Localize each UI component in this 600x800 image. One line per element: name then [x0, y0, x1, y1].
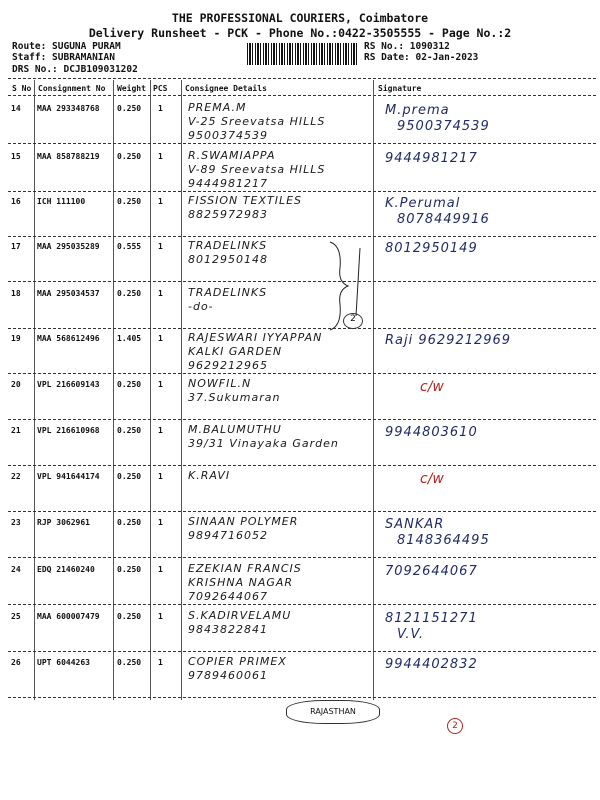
- consignee-detail-line: V-25 Sreevatsa HILLS: [188, 115, 326, 128]
- consignee-detail-line: NOWFIL.N: [188, 377, 252, 390]
- row-consignment-no: MAA 568612496: [37, 334, 100, 343]
- signature-text: c/w: [420, 379, 444, 395]
- row-divider: [8, 465, 596, 466]
- signature-text: K.Perumal: [385, 196, 461, 211]
- signature-text: SANKAR: [385, 517, 445, 532]
- row-pcs: 1: [158, 197, 163, 206]
- page-mark: 2: [447, 718, 463, 734]
- consignee-detail-line: V-89 Sreevatsa HILLS: [188, 163, 326, 176]
- signature-text: c/w: [420, 471, 444, 487]
- row-weight: 0.250: [117, 612, 142, 621]
- row-sno: 26: [11, 658, 21, 667]
- row-divider: [8, 191, 596, 192]
- row-consignment-no: EDQ 21460240: [37, 565, 95, 574]
- staff-label: Staff: SUBRAMANIAN: [12, 52, 115, 63]
- row-sno: 21: [11, 426, 21, 435]
- barcode: [247, 43, 359, 65]
- row-pcs: 1: [158, 334, 163, 343]
- row-pcs: 1: [158, 426, 163, 435]
- row-consignment-no: VPL 216610968: [37, 426, 100, 435]
- row-pcs: 1: [158, 658, 163, 667]
- sheet-title: Delivery Runsheet - PCK - Phone No.:0422-3505555 - Page No.:2: [88, 26, 512, 40]
- row-sno: 22: [11, 472, 21, 481]
- consignee-detail-line: KRISHNA NAGAR: [188, 576, 294, 589]
- row-divider: [8, 557, 596, 558]
- signature-text: 8078449916: [397, 212, 490, 227]
- signature-text: M.prema: [385, 103, 450, 118]
- consignee-detail-line: -do-: [188, 300, 214, 313]
- row-divider: [8, 373, 596, 374]
- consignee-detail-line: 9843822841: [188, 623, 268, 636]
- row-consignment-no: MAA 295035289: [37, 242, 100, 251]
- consignee-detail-line: RAJESWARI IYYAPPAN: [188, 331, 323, 344]
- consignee-detail-line: 9444981217: [188, 177, 268, 190]
- row-sno: 14: [11, 104, 21, 113]
- row-weight: 0.250: [117, 426, 142, 435]
- company-title: THE PROFESSIONAL COURIERS, Coimbatore: [171, 11, 429, 25]
- consignee-detail-line: M.BALUMUTHU: [188, 423, 282, 436]
- rs-date: RS Date: 02-Jan-2023: [364, 52, 479, 63]
- row-pcs: 1: [158, 380, 163, 389]
- col-rule: [181, 80, 182, 700]
- row-divider: [8, 604, 596, 605]
- consignee-detail-line: FISSION TEXTILES: [188, 194, 303, 207]
- row-sno: 23: [11, 518, 21, 527]
- signature-text: 9444981217: [385, 151, 478, 166]
- row-weight: 0.250: [117, 658, 142, 667]
- row-weight: 0.250: [117, 289, 142, 298]
- row-weight: 0.555: [117, 242, 142, 251]
- bracket-count-mark: 2: [343, 313, 363, 329]
- signature-text: 9500374539: [397, 119, 490, 134]
- consignee-detail-line: KALKI GARDEN: [188, 345, 283, 358]
- drs-number: DRS No.: DCJB109031202: [12, 64, 138, 75]
- consignee-detail-line: 9629212965: [188, 359, 268, 372]
- row-divider: [8, 328, 596, 329]
- row-consignment-no: MAA 858788219: [37, 152, 100, 161]
- signature-text: 7092644067: [385, 564, 478, 579]
- row-consignment-no: UPT 6044263: [37, 658, 90, 667]
- col-rule: [373, 80, 374, 700]
- header-divider-bottom: [8, 95, 596, 96]
- signature-text: 9944803610: [385, 425, 478, 440]
- consignee-detail-line: K.RAVI: [188, 469, 231, 482]
- consignee-detail-line: S.KADIRVELAMU: [188, 609, 292, 622]
- signature-text: 9944402832: [385, 657, 478, 672]
- consignee-detail-line: 9500374539: [188, 129, 268, 142]
- row-consignment-no: RJP 3062961: [37, 518, 90, 527]
- consignee-detail-line: 7092644067: [188, 590, 268, 603]
- row-sno: 15: [11, 152, 21, 161]
- stamp-mark: RAJASTHAN: [286, 700, 380, 724]
- row-pcs: 1: [158, 612, 163, 621]
- col-rule: [34, 80, 35, 700]
- col-sno: S No: [12, 84, 32, 93]
- consignee-detail-line: 37.Sukumaran: [188, 391, 281, 404]
- row-weight: 0.250: [117, 518, 142, 527]
- row-pcs: 1: [158, 289, 163, 298]
- row-pcs: 1: [158, 565, 163, 574]
- row-sno: 17: [11, 242, 21, 251]
- row-consignment-no: MAA 295034537: [37, 289, 100, 298]
- row-pcs: 1: [158, 152, 163, 161]
- row-divider: [8, 281, 596, 282]
- col-signature: Signature: [378, 84, 422, 93]
- row-pcs: 1: [158, 242, 163, 251]
- consignee-detail-line: 8825972983: [188, 208, 268, 221]
- consignee-detail-line: TRADELINKS: [188, 239, 268, 252]
- row-pcs: 1: [158, 104, 163, 113]
- consignee-detail-line: 39/31 Vinayaka Garden: [188, 437, 339, 450]
- row-divider: [8, 651, 596, 652]
- row-weight: 1.405: [117, 334, 142, 343]
- consignee-detail-line: COPIER PRIMEX: [188, 655, 287, 668]
- row-pcs: 1: [158, 472, 163, 481]
- col-consignee: Consignee Details: [185, 84, 267, 93]
- consignee-detail-line: 9894716052: [188, 529, 268, 542]
- signature-text: Raji 9629212969: [385, 333, 512, 348]
- consignee-detail-line: 8012950148: [188, 253, 268, 266]
- header-divider-top: [8, 78, 596, 79]
- col-weight: Weight: [117, 84, 146, 93]
- row-sno: 20: [11, 380, 21, 389]
- consignee-detail-line: PREMA.M: [188, 101, 247, 114]
- row-weight: 0.250: [117, 565, 142, 574]
- col-rule: [113, 80, 114, 700]
- signature-text: V.V.: [397, 627, 425, 642]
- row-divider: [8, 419, 596, 420]
- consignee-detail-line: SINAAN POLYMER: [188, 515, 299, 528]
- row-sno: 25: [11, 612, 21, 621]
- row-consignment-no: ICH 111100: [37, 197, 86, 206]
- row-sno: 18: [11, 289, 21, 298]
- row-sno: 19: [11, 334, 21, 343]
- signature-text: 8012950149: [385, 241, 478, 256]
- row-divider: [8, 697, 596, 698]
- row-divider: [8, 236, 596, 237]
- row-weight: 0.250: [117, 472, 142, 481]
- row-divider: [8, 511, 596, 512]
- row-sno: 24: [11, 565, 21, 574]
- consignee-detail-line: TRADELINKS: [188, 286, 268, 299]
- consignee-detail-line: EZEKIAN FRANCIS: [188, 562, 302, 575]
- signature-text: 8148364495: [397, 533, 490, 548]
- consignee-detail-line: R.SWAMIAPPA: [188, 149, 276, 162]
- col-consignment: Consignment No: [38, 84, 106, 93]
- consignee-detail-line: 9789460061: [188, 669, 268, 682]
- route-label: Route: SUGUNA PURAM: [12, 41, 121, 52]
- rs-number: RS No.: 1090312: [364, 41, 450, 52]
- row-divider: [8, 143, 596, 144]
- signature-text: 8121151271: [385, 611, 478, 626]
- row-consignment-no: MAA 293348768: [37, 104, 100, 113]
- row-consignment-no: VPL 941644174: [37, 472, 100, 481]
- row-weight: 0.250: [117, 197, 142, 206]
- col-rule: [150, 80, 151, 700]
- row-sno: 16: [11, 197, 21, 206]
- row-weight: 0.250: [117, 152, 142, 161]
- row-consignment-no: MAA 600007479: [37, 612, 100, 621]
- row-weight: 0.250: [117, 104, 142, 113]
- row-consignment-no: VPL 216609143: [37, 380, 100, 389]
- row-pcs: 1: [158, 518, 163, 527]
- row-weight: 0.250: [117, 380, 142, 389]
- col-pcs: PCS: [153, 84, 168, 93]
